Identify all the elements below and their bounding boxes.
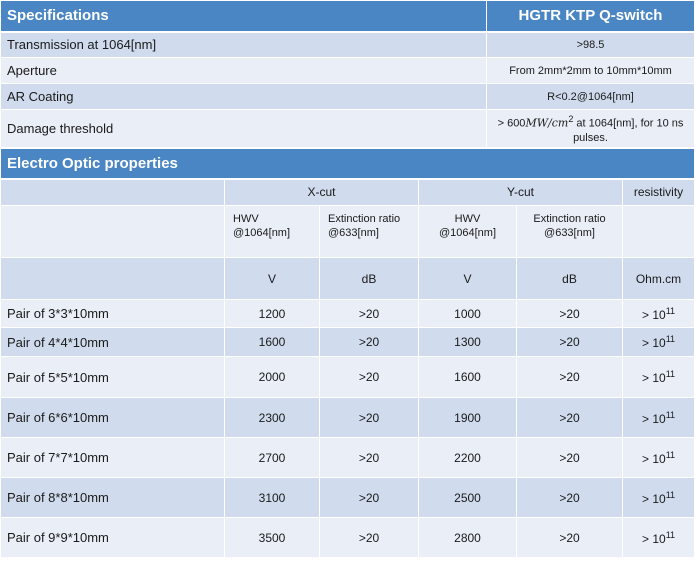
res-exp: 11	[665, 334, 676, 344]
x-ext-value: >20	[320, 438, 419, 478]
damage-exponent: 2	[568, 114, 574, 125]
y-ext-value: >20	[517, 328, 623, 357]
table-row	[1, 300, 695, 328]
x-hwv-value: 2700	[225, 438, 320, 478]
x-hwv-value: 2000	[225, 357, 320, 398]
electro-optic-header-row	[1, 149, 695, 179]
unit-ext: dB	[517, 258, 623, 300]
res-base: > 10	[641, 491, 666, 506]
product-title: HGTR KTP Q-switch	[487, 1, 695, 32]
y-ext-value: >20	[517, 300, 623, 328]
y-hwv-value: 2200	[419, 438, 517, 478]
electro-optic-title: Electro Optic properties	[1, 149, 695, 179]
row-label: Pair of 9*9*10mm	[1, 518, 225, 558]
res-exp: 11	[665, 449, 676, 460]
group-xcut: X-cut	[225, 179, 419, 206]
group-ycut: Y-cut	[419, 179, 623, 206]
unit-ext: dB	[320, 258, 419, 300]
y-hwv-value: 1900	[419, 398, 517, 438]
row-label: Pair of 7*7*10mm	[1, 438, 225, 478]
res-base: > 10	[641, 336, 666, 350]
resistivity-value	[623, 357, 695, 398]
spec-value: From 2mm*2mm to 10mm*10mm	[487, 58, 695, 84]
spec-label: Aperture	[1, 58, 487, 84]
resistivity-value	[623, 398, 695, 438]
x-ext-value: >20	[320, 300, 419, 328]
specifications-title: Specifications	[1, 1, 487, 32]
table-row	[1, 478, 695, 518]
y-hwv-value: 2800	[419, 518, 517, 558]
resistivity-value	[623, 328, 695, 357]
x-ext-value: >20	[320, 357, 419, 398]
resistivity-value	[623, 438, 695, 478]
resistivity-value	[623, 478, 695, 518]
spec-value: >98.5	[487, 32, 695, 58]
table-row	[1, 398, 695, 438]
x-hwv-value: 3100	[225, 478, 320, 518]
y-hwv-value: 1600	[419, 357, 517, 398]
empty-cell	[1, 258, 225, 300]
x-ext-value: >20	[320, 398, 419, 438]
x-ext-value: >20	[320, 328, 419, 357]
empty-cell	[623, 206, 695, 258]
table-row	[1, 357, 695, 398]
y-ext-value: >20	[517, 518, 623, 558]
spec-row	[1, 58, 695, 84]
y-ext-header: Extinction ratio @633[nm]	[517, 206, 623, 258]
unit-res: Ohm.cm	[623, 258, 695, 300]
subheader-row	[1, 206, 695, 258]
spec-label: AR Coating	[1, 84, 487, 110]
group-header-row	[1, 179, 695, 206]
row-label: Pair of 6*6*10mm	[1, 398, 225, 438]
y-ext-value: >20	[517, 398, 623, 438]
spec-label: Damage threshold	[1, 110, 487, 148]
group-resistivity: resistivity	[623, 179, 695, 206]
damage-unit: MW/cm	[525, 116, 569, 130]
table-row	[1, 518, 695, 558]
res-base: > 10	[641, 307, 666, 322]
row-label: Pair of 4*4*10mm	[1, 328, 225, 357]
specifications-header-row	[1, 1, 695, 32]
x-ext-value: >20	[320, 478, 419, 518]
x-hwv-value: 3500	[225, 518, 320, 558]
res-base: > 10	[641, 411, 666, 426]
spec-row	[1, 110, 695, 148]
x-hwv-value: 2300	[225, 398, 320, 438]
spec-value	[487, 110, 695, 148]
x-hwv-value: 1200	[225, 300, 320, 328]
res-exp: 11	[665, 369, 676, 379]
empty-cell	[1, 179, 225, 206]
empty-cell	[1, 206, 225, 258]
y-hwv-header: HWV @1064[nm]	[419, 206, 517, 258]
spec-row	[1, 32, 695, 58]
table-row	[1, 328, 695, 357]
res-base: > 10	[641, 451, 666, 466]
y-ext-value: >20	[517, 357, 623, 398]
damage-prefix: > 600	[497, 117, 526, 130]
unit-hwv: V	[225, 258, 320, 300]
table-row	[1, 438, 695, 478]
spec-value: R<0.2@1064[nm]	[487, 84, 695, 110]
y-hwv-value: 2500	[419, 478, 517, 518]
x-ext-value: >20	[320, 518, 419, 558]
row-label: Pair of 3*3*10mm	[1, 300, 225, 328]
res-exp: 11	[665, 529, 676, 540]
y-hwv-value: 1000	[419, 300, 517, 328]
y-hwv-value: 1300	[419, 328, 517, 357]
x-ext-header: Extinction ratio @633[nm]	[320, 206, 419, 258]
resistivity-value	[623, 300, 695, 328]
res-base: > 10	[641, 531, 666, 546]
electro-optic-table	[0, 148, 695, 558]
spec-row	[1, 84, 695, 110]
row-label: Pair of 8*8*10mm	[1, 478, 225, 518]
spec-label: Transmission at 1064[nm]	[1, 32, 487, 58]
resistivity-value	[623, 518, 695, 558]
res-exp: 11	[665, 489, 676, 500]
specifications-table	[0, 0, 695, 148]
y-ext-value: >20	[517, 478, 623, 518]
x-hwv-value: 1600	[225, 328, 320, 357]
y-ext-value: >20	[517, 438, 623, 478]
res-base: > 10	[641, 371, 666, 385]
res-exp: 11	[665, 409, 676, 420]
res-exp: 11	[665, 305, 676, 316]
units-row	[1, 258, 695, 300]
unit-hwv: V	[419, 258, 517, 300]
x-hwv-header: HWV @1064[nm]	[225, 206, 320, 258]
damage-suffix: at 1064[nm], for 10 ns pulses.	[573, 117, 684, 144]
row-label: Pair of 5*5*10mm	[1, 357, 225, 398]
